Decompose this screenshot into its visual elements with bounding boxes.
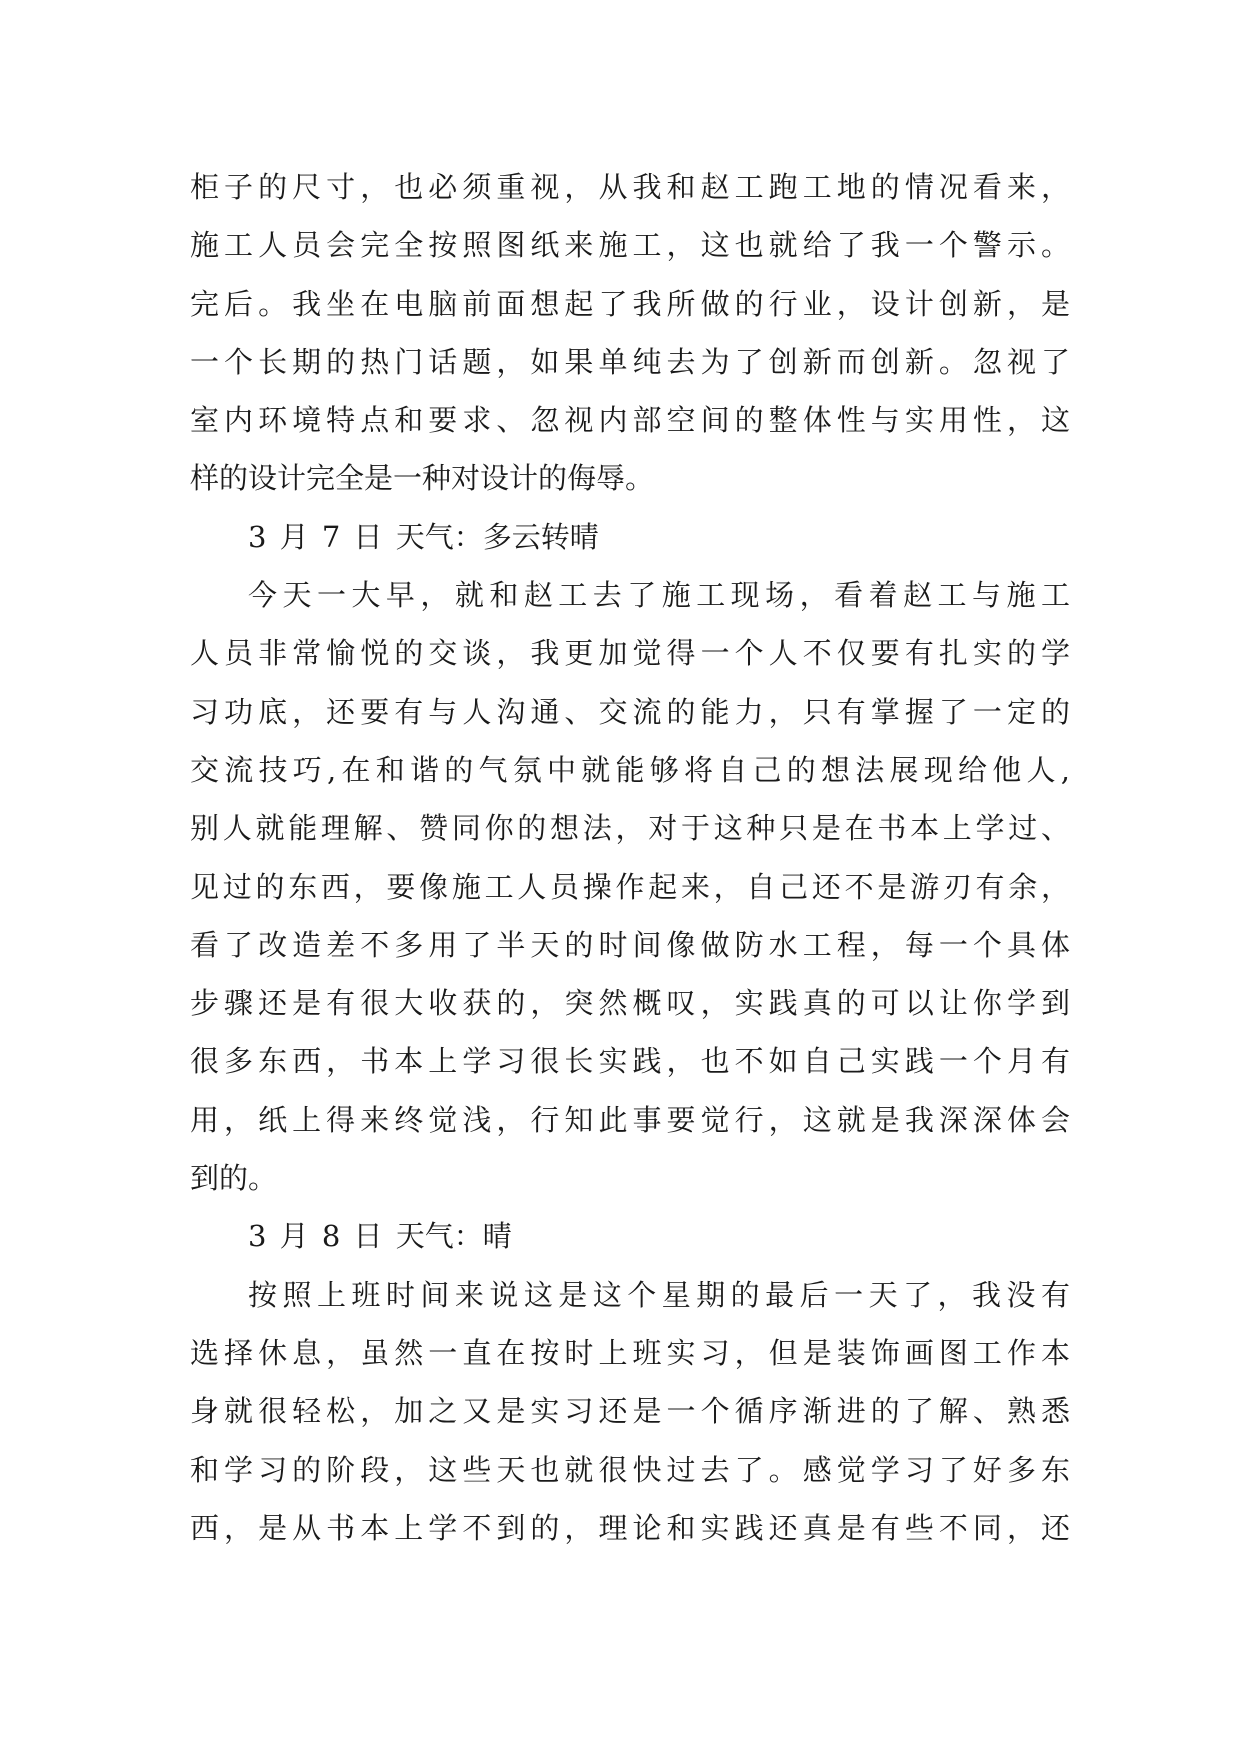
- text-line: 看了改造差不多用了半天的时间像做防水工程，每一个具体: [190, 927, 1070, 962]
- text-line: 很多东西，书本上学习很长实践，也不如自己实践一个月有: [190, 1044, 1070, 1079]
- text-line: 今天一大早，就和赵工去了施工现场，看着赵工与施工: [248, 578, 1070, 613]
- diary-date-heading: 3 月 8 日 天气：晴: [248, 1219, 512, 1254]
- text-line: 用，纸上得来终觉浅，行知此事要觉行，这就是我深深体会: [190, 1102, 1070, 1137]
- text-line: 按照上班时间来说这是这个星期的最后一天了，我没有: [248, 1277, 1070, 1312]
- text-line: 人员非常愉悦的交谈，我更加觉得一个人不仅要有扎实的学: [190, 636, 1070, 671]
- text-line: 见过的东西，要像施工人员操作起来，自己还不是游刃有余，: [190, 869, 1070, 904]
- text-line: 西，是从书本上学不到的，理论和实践还真是有些不同，还: [190, 1510, 1070, 1545]
- text-line: 步骤还是有很大收获的，突然概叹，实践真的可以让你学到: [190, 986, 1070, 1021]
- text-line: 一个长期的热门话题，如果单纯去为了创新而创新。忽视了: [190, 344, 1070, 379]
- text-line: 样的设计完全是一种对设计的侮辱。: [190, 461, 655, 496]
- text-line: 室内环境特点和要求、忽视内部空间的整体性与实用性，这: [190, 403, 1070, 438]
- text-line: 完后。我坐在电脑前面想起了我所做的行业，设计创新，是: [190, 286, 1070, 321]
- text-line: 身就很轻松，加之又是实习还是一个循序渐进的了解、熟悉: [190, 1394, 1070, 1429]
- text-line: 习功底，还要有与人沟通、交流的能力，只有掌握了一定的: [190, 694, 1070, 729]
- text-line: 别人就能理解、赞同你的想法，对于这种只是在书本上学过、: [190, 811, 1070, 846]
- text-line: 交流技巧,在和谐的气氛中就能够将自己的想法展现给他人,: [190, 752, 1070, 787]
- diary-date-heading: 3 月 7 日 天气：多云转晴: [248, 519, 599, 554]
- text-line: 和学习的阶段，这些天也就很快过去了。感觉学习了好多东: [190, 1452, 1070, 1487]
- text-line: 柜子的尺寸，也必须重视，从我和赵工跑工地的情况看来，: [190, 170, 1070, 204]
- document-body: [190, 158, 1070, 1557]
- text-line: 施工人员会完全按照图纸来施工，这也就给了我一个警示。: [190, 228, 1070, 263]
- text-line: 到的。: [190, 1161, 278, 1196]
- text-line: 选择休息，虽然一直在按时上班实习，但是装饰画图工作本: [190, 1335, 1070, 1370]
